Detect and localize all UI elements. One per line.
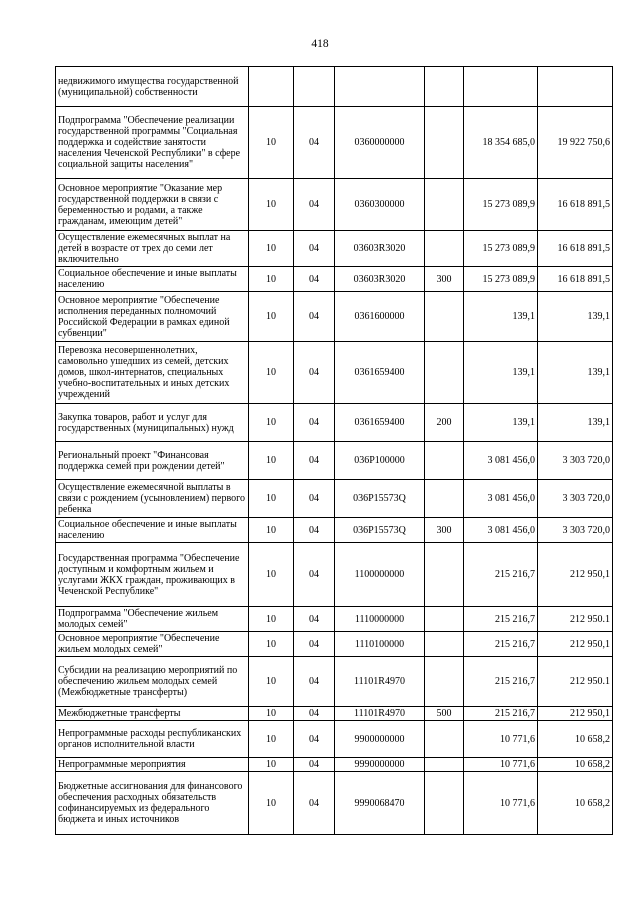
cell-section: 10	[249, 632, 294, 657]
cell-target-article: 0361600000	[335, 292, 425, 342]
cell-section: 10	[249, 442, 294, 480]
cell-amount-year-1: 3 081 456,0	[464, 480, 538, 518]
cell-expense-type	[425, 758, 464, 772]
cell-target-article: 036P15573Q	[335, 518, 425, 543]
cell-amount-year-2: 10 658,2	[538, 772, 613, 835]
cell-name: Основное мероприятие "Обеспечение жильем молодых семей"	[56, 632, 249, 657]
table-row	[56, 267, 613, 292]
cell-name: Бюджетные ассигнования для финансового обеспечения расходных обязательств софинансируемых из федерального бюджета и иных источников	[56, 772, 249, 835]
cell-amount-year-1: 15 273 089,9	[464, 179, 538, 231]
cell-target-article: 0360300000	[335, 179, 425, 231]
table-row	[56, 107, 613, 179]
cell-subsection	[294, 67, 335, 107]
budget-table-body	[56, 67, 613, 835]
cell-expense-type: 300	[425, 267, 464, 292]
cell-amount-year-1: 215 216,7	[464, 657, 538, 707]
cell-section: 10	[249, 772, 294, 835]
cell-subsection: 04	[294, 518, 335, 543]
cell-subsection: 04	[294, 543, 335, 607]
cell-amount-year-1	[464, 67, 538, 107]
cell-name: Подпрограмма "Обеспечение жильем молодых семей"	[56, 607, 249, 632]
budget-table	[55, 66, 613, 835]
cell-subsection: 04	[294, 267, 335, 292]
cell-amount-year-2: 16 618 891,5	[538, 179, 613, 231]
cell-amount-year-2: 212 950,1	[538, 632, 613, 657]
cell-amount-year-1: 215 216,7	[464, 607, 538, 632]
cell-amount-year-2: 19 922 750,6	[538, 107, 613, 179]
cell-name: недвижимого имущества государственной (муниципальной) собственности	[56, 67, 249, 107]
cell-subsection: 04	[294, 231, 335, 267]
cell-subsection: 04	[294, 480, 335, 518]
cell-section: 10	[249, 404, 294, 442]
cell-expense-type	[425, 442, 464, 480]
cell-amount-year-1: 215 216,7	[464, 632, 538, 657]
cell-subsection: 04	[294, 707, 335, 721]
table-row	[56, 657, 613, 707]
table-row	[56, 480, 613, 518]
cell-expense-type	[425, 67, 464, 107]
cell-name: Региональный проект "Финансовая поддержка семей при рождении детей"	[56, 442, 249, 480]
table-row	[56, 404, 613, 442]
cell-target-article: 9990000000	[335, 758, 425, 772]
cell-name: Основное мероприятие "Оказание мер государственной поддержки в связи с беременностью и родами, а также гражданам, имеющим детей"	[56, 179, 249, 231]
cell-amount-year-1: 10 771,6	[464, 721, 538, 758]
cell-amount-year-1: 139,1	[464, 404, 538, 442]
cell-subsection: 04	[294, 107, 335, 179]
cell-amount-year-1: 10 771,6	[464, 772, 538, 835]
cell-amount-year-2: 212 950,1	[538, 707, 613, 721]
cell-amount-year-2: 3 303 720,0	[538, 518, 613, 543]
table-row	[56, 518, 613, 543]
cell-expense-type: 300	[425, 518, 464, 543]
cell-amount-year-2: 16 618 891,5	[538, 267, 613, 292]
cell-expense-type	[425, 231, 464, 267]
cell-target-article: 11101R4970	[335, 707, 425, 721]
cell-amount-year-2: 139,1	[538, 404, 613, 442]
cell-expense-type	[425, 607, 464, 632]
cell-section: 10	[249, 721, 294, 758]
cell-subsection: 04	[294, 758, 335, 772]
cell-expense-type	[425, 292, 464, 342]
cell-target-article: 03603R3020	[335, 267, 425, 292]
cell-amount-year-2: 212 950.1	[538, 607, 613, 632]
cell-amount-year-2: 139,1	[538, 292, 613, 342]
cell-subsection: 04	[294, 772, 335, 835]
cell-target-article: 0361659400	[335, 342, 425, 404]
cell-section: 10	[249, 518, 294, 543]
cell-section: 10	[249, 543, 294, 607]
cell-name: Субсидии на реализацию мероприятий по обеспечению жильем молодых семей (Межбюджетные трансферты)	[56, 657, 249, 707]
table-row	[56, 292, 613, 342]
cell-expense-type	[425, 721, 464, 758]
table-row	[56, 179, 613, 231]
cell-amount-year-1: 215 216,7	[464, 707, 538, 721]
cell-target-article: 1100000000	[335, 543, 425, 607]
cell-name: Закупка товаров, работ и услуг для государственных (муниципальных) нужд	[56, 404, 249, 442]
cell-name: Межбюджетные трансферты	[56, 707, 249, 721]
cell-amount-year-1: 3 081 456,0	[464, 442, 538, 480]
cell-amount-year-2: 3 303 720,0	[538, 480, 613, 518]
cell-section: 10	[249, 179, 294, 231]
cell-subsection: 04	[294, 657, 335, 707]
table-row	[56, 342, 613, 404]
cell-expense-type	[425, 657, 464, 707]
cell-expense-type	[425, 772, 464, 835]
cell-expense-type	[425, 480, 464, 518]
cell-expense-type	[425, 632, 464, 657]
cell-section: 10	[249, 107, 294, 179]
cell-name: Непрограммные расходы республиканских органов исполнительной власти	[56, 721, 249, 758]
table-row	[56, 707, 613, 721]
cell-subsection: 04	[294, 404, 335, 442]
cell-subsection: 04	[294, 342, 335, 404]
cell-section: 10	[249, 231, 294, 267]
cell-target-article: 9900000000	[335, 721, 425, 758]
cell-subsection: 04	[294, 632, 335, 657]
cell-amount-year-2: 212 950.1	[538, 657, 613, 707]
cell-name: Социальное обеспечение и иные выплаты населению	[56, 267, 249, 292]
cell-subsection: 04	[294, 442, 335, 480]
page-number: 418	[311, 38, 329, 50]
cell-section: 10	[249, 292, 294, 342]
cell-section: 10	[249, 480, 294, 518]
cell-target-article: 9990068470	[335, 772, 425, 835]
cell-subsection: 04	[294, 292, 335, 342]
cell-section: 10	[249, 342, 294, 404]
cell-name: Непрограммные мероприятия	[56, 758, 249, 772]
cell-target-article	[335, 67, 425, 107]
cell-name: Осуществление ежемесячной выплаты в связи с рождением (усыновлением) первого ребенка	[56, 480, 249, 518]
table-row	[56, 721, 613, 758]
cell-expense-type: 500	[425, 707, 464, 721]
cell-target-article: 11101R4970	[335, 657, 425, 707]
cell-expense-type	[425, 342, 464, 404]
cell-target-article: 036P15573Q	[335, 480, 425, 518]
cell-section: 10	[249, 657, 294, 707]
cell-amount-year-2	[538, 67, 613, 107]
cell-name: Осуществление ежемесячных выплат на детей в возрасте от трех до семи лет включительно	[56, 231, 249, 267]
cell-name: Государственная программа "Обеспечение доступным и комфортным жильем и услугами ЖКХ граждан, проживающих в Чеченской Республике"	[56, 543, 249, 607]
cell-target-article: 036P100000	[335, 442, 425, 480]
cell-name: Основное мероприятие "Обеспечение исполнения переданных полномочий Российской Федерации в рамках единой субвенции"	[56, 292, 249, 342]
cell-expense-type	[425, 543, 464, 607]
table-row	[56, 607, 613, 632]
cell-section	[249, 67, 294, 107]
cell-amount-year-2: 16 618 891,5	[538, 231, 613, 267]
cell-amount-year-1: 15 273 089,9	[464, 267, 538, 292]
cell-section: 10	[249, 267, 294, 292]
cell-target-article: 0361659400	[335, 404, 425, 442]
cell-expense-type: 200	[425, 404, 464, 442]
cell-subsection: 04	[294, 179, 335, 231]
table-row	[56, 758, 613, 772]
cell-name: Перевозка несовершеннолетних, самовольно ушедших из семей, детских домов, школ-интернатов, специальных учебно-воспитательных и иных детских учреждений	[56, 342, 249, 404]
cell-subsection: 04	[294, 721, 335, 758]
table-row	[56, 772, 613, 835]
cell-amount-year-1: 215 216,7	[464, 543, 538, 607]
table-row	[56, 543, 613, 607]
cell-target-article: 0360000000	[335, 107, 425, 179]
cell-expense-type	[425, 107, 464, 179]
table-row	[56, 632, 613, 657]
cell-target-article: 1110000000	[335, 607, 425, 632]
cell-amount-year-1: 15 273 089,9	[464, 231, 538, 267]
cell-amount-year-2: 10 658,2	[538, 721, 613, 758]
cell-amount-year-2: 212 950,1	[538, 543, 613, 607]
cell-section: 10	[249, 758, 294, 772]
cell-amount-year-1: 18 354 685,0	[464, 107, 538, 179]
cell-amount-year-1: 10 771,6	[464, 758, 538, 772]
table-row	[56, 231, 613, 267]
cell-section: 10	[249, 607, 294, 632]
cell-amount-year-1: 139,1	[464, 342, 538, 404]
cell-target-article: 03603R3020	[335, 231, 425, 267]
cell-target-article: 1110100000	[335, 632, 425, 657]
cell-amount-year-2: 139,1	[538, 342, 613, 404]
table-row	[56, 67, 613, 107]
cell-expense-type	[425, 179, 464, 231]
table-row	[56, 442, 613, 480]
cell-amount-year-1: 139,1	[464, 292, 538, 342]
cell-amount-year-1: 3 081 456,0	[464, 518, 538, 543]
cell-name: Подпрограмма "Обеспечение реализации государственной программы "Социальная поддержка и содействие занятости населения Чеченской Республики" в сфере социальной защиты населения"	[56, 107, 249, 179]
cell-subsection: 04	[294, 607, 335, 632]
cell-amount-year-2: 3 303 720,0	[538, 442, 613, 480]
cell-name: Социальное обеспечение и иные выплаты населению	[56, 518, 249, 543]
cell-section: 10	[249, 707, 294, 721]
cell-amount-year-2: 10 658,2	[538, 758, 613, 772]
